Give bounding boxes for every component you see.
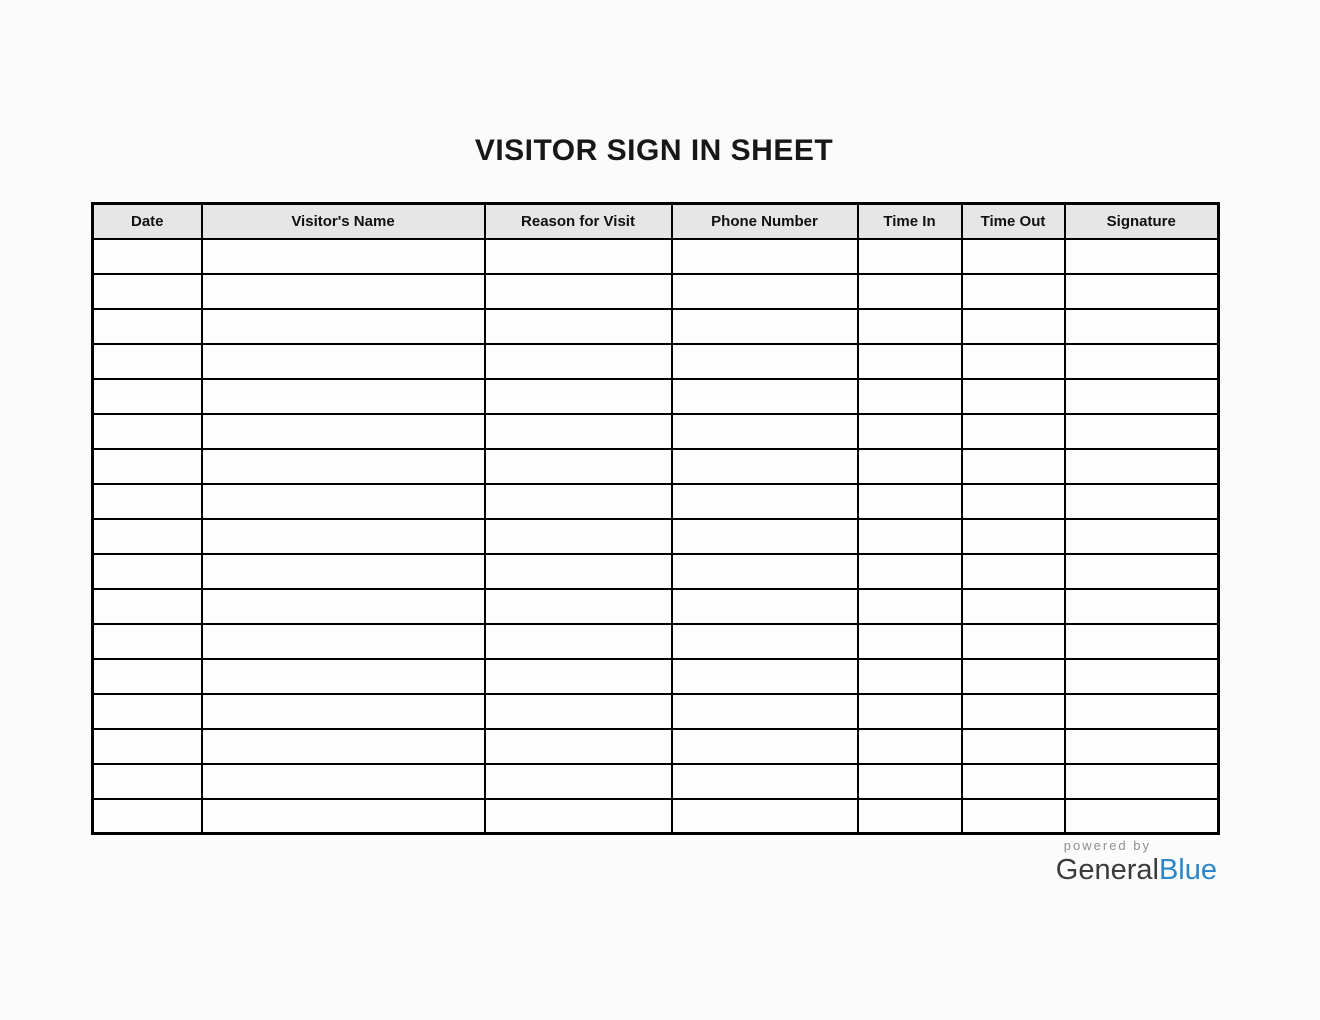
table-row: [93, 589, 1219, 624]
table-cell: [962, 694, 1065, 729]
table-cell: [93, 274, 202, 309]
table-cell: [202, 414, 485, 449]
table-cell: [1065, 239, 1219, 274]
table-cell: [485, 379, 672, 414]
table-cell: [1065, 309, 1219, 344]
table-cell: [962, 344, 1065, 379]
table-row: [93, 379, 1219, 414]
table-cell: [858, 694, 962, 729]
table-cell: [202, 519, 485, 554]
table-cell: [1065, 694, 1219, 729]
brand-wordmark: [1056, 854, 1217, 887]
page-title: VISITOR SIGN IN SHEET: [474, 134, 834, 167]
table-cell: [485, 764, 672, 799]
table-cell: [202, 659, 485, 694]
visitor-sign-in-table: [91, 202, 1220, 835]
table-cell: [202, 764, 485, 799]
table-cell: [1065, 344, 1219, 379]
table-cell: [858, 344, 962, 379]
table-cell: [202, 309, 485, 344]
table-cell: [485, 589, 672, 624]
table-cell: [93, 344, 202, 379]
table-cell: [93, 414, 202, 449]
table-cell: [202, 274, 485, 309]
table-row: [93, 484, 1219, 519]
table-cell: [858, 764, 962, 799]
table-cell: [858, 484, 962, 519]
table-cell: [672, 274, 858, 309]
table-cell: [93, 519, 202, 554]
table-cell: [485, 274, 672, 309]
table-cell: [672, 659, 858, 694]
table-cell: [1065, 274, 1219, 309]
column-header-time-out: Time Out: [962, 204, 1065, 239]
table-cell: [93, 659, 202, 694]
column-header-date: Date: [93, 204, 202, 239]
table-cell: [485, 484, 672, 519]
table-cell: [485, 729, 672, 764]
generalblue-logo: [1056, 837, 1217, 887]
brand-general-text: General: [1055, 854, 1159, 886]
table-cell: [858, 519, 962, 554]
table-cell: [858, 239, 962, 274]
table-cell: [1065, 799, 1219, 834]
column-header-time-in: Time In: [858, 204, 962, 239]
table-cell: [485, 309, 672, 344]
table-row: [93, 239, 1219, 274]
table-row: [93, 344, 1219, 379]
table-cell: [672, 484, 858, 519]
table-cell: [962, 484, 1065, 519]
table-cell: [93, 309, 202, 344]
table-row: [93, 799, 1219, 834]
table-cell: [93, 694, 202, 729]
table-cell: [202, 484, 485, 519]
table-cell: [1065, 659, 1219, 694]
column-header-reason: Reason for Visit: [485, 204, 672, 239]
table-cell: [202, 379, 485, 414]
table-cell: [1065, 554, 1219, 589]
table-cell: [202, 799, 485, 834]
brand-blue-text: Blue: [1158, 854, 1217, 886]
table-row: [93, 624, 1219, 659]
table-cell: [672, 449, 858, 484]
table-cell: [1065, 379, 1219, 414]
table-cell: [962, 239, 1065, 274]
table-cell: [672, 729, 858, 764]
column-header-signature: Signature: [1065, 204, 1219, 239]
table-cell: [962, 379, 1065, 414]
table-row: [93, 729, 1219, 764]
table-cell: [672, 379, 858, 414]
table-cell: [858, 449, 962, 484]
table-cell: [93, 624, 202, 659]
table-cell: [1065, 414, 1219, 449]
table-cell: [962, 414, 1065, 449]
table-cell: [858, 309, 962, 344]
table-cell: [485, 519, 672, 554]
table-cell: [202, 624, 485, 659]
table-cell: [672, 344, 858, 379]
table-cell: [672, 309, 858, 344]
table-cell: [962, 589, 1065, 624]
table-cell: [485, 659, 672, 694]
table-header-row: [93, 204, 1219, 239]
table-cell: [962, 309, 1065, 344]
table-cell: [672, 764, 858, 799]
table-cell: [1065, 729, 1219, 764]
powered-by-label: powered by: [1063, 838, 1151, 853]
table-cell: [202, 239, 485, 274]
table-cell: [962, 554, 1065, 589]
table-row: [93, 519, 1219, 554]
table-cell: [93, 239, 202, 274]
table-cell: [202, 449, 485, 484]
table-cell: [1065, 624, 1219, 659]
table-cell: [485, 624, 672, 659]
table-cell: [93, 449, 202, 484]
table-row: [93, 764, 1219, 799]
table-cell: [93, 764, 202, 799]
table-cell: [962, 799, 1065, 834]
table-row: [93, 274, 1219, 309]
table-cell: [672, 624, 858, 659]
table-cell: [485, 239, 672, 274]
table-cell: [1065, 589, 1219, 624]
table-row: [93, 659, 1219, 694]
table-cell: [1065, 449, 1219, 484]
table-row: [93, 554, 1219, 589]
table-cell: [962, 274, 1065, 309]
table-cell: [672, 239, 858, 274]
table-row: [93, 449, 1219, 484]
table-cell: [858, 414, 962, 449]
table-cell: [93, 729, 202, 764]
table-cell: [962, 519, 1065, 554]
table-row: [93, 414, 1219, 449]
table-cell: [858, 624, 962, 659]
table-cell: [672, 799, 858, 834]
table-cell: [672, 554, 858, 589]
table-cell: [93, 554, 202, 589]
table-cell: [962, 764, 1065, 799]
table-cell: [93, 589, 202, 624]
table-cell: [1065, 764, 1219, 799]
table-cell: [858, 274, 962, 309]
table-cell: [202, 344, 485, 379]
table-cell: [858, 799, 962, 834]
table-row: [93, 309, 1219, 344]
table-cell: [485, 694, 672, 729]
table-cell: [1065, 519, 1219, 554]
table-cell: [485, 799, 672, 834]
table-cell: [962, 624, 1065, 659]
table-cell: [962, 659, 1065, 694]
table-cell: [93, 484, 202, 519]
table-cell: [202, 729, 485, 764]
table-cell: [93, 799, 202, 834]
table-cell: [485, 414, 672, 449]
table-cell: [485, 449, 672, 484]
table-cell: [672, 589, 858, 624]
table-row: [93, 694, 1219, 729]
table-cell: [202, 589, 485, 624]
table-cell: [858, 729, 962, 764]
table-cell: [202, 694, 485, 729]
table-cell: [858, 554, 962, 589]
table-cell: [1065, 484, 1219, 519]
table-cell: [93, 379, 202, 414]
table-body: [93, 239, 1219, 834]
column-header-phone: Phone Number: [672, 204, 858, 239]
table-cell: [962, 449, 1065, 484]
table-cell: [485, 554, 672, 589]
table-cell: [672, 414, 858, 449]
column-header-name: Visitor's Name: [202, 204, 485, 239]
table-cell: [485, 344, 672, 379]
table-cell: [672, 519, 858, 554]
table-cell: [858, 589, 962, 624]
table-cell: [858, 379, 962, 414]
table-cell: [858, 659, 962, 694]
table-cell: [672, 694, 858, 729]
table-cell: [202, 554, 485, 589]
table-cell: [962, 729, 1065, 764]
